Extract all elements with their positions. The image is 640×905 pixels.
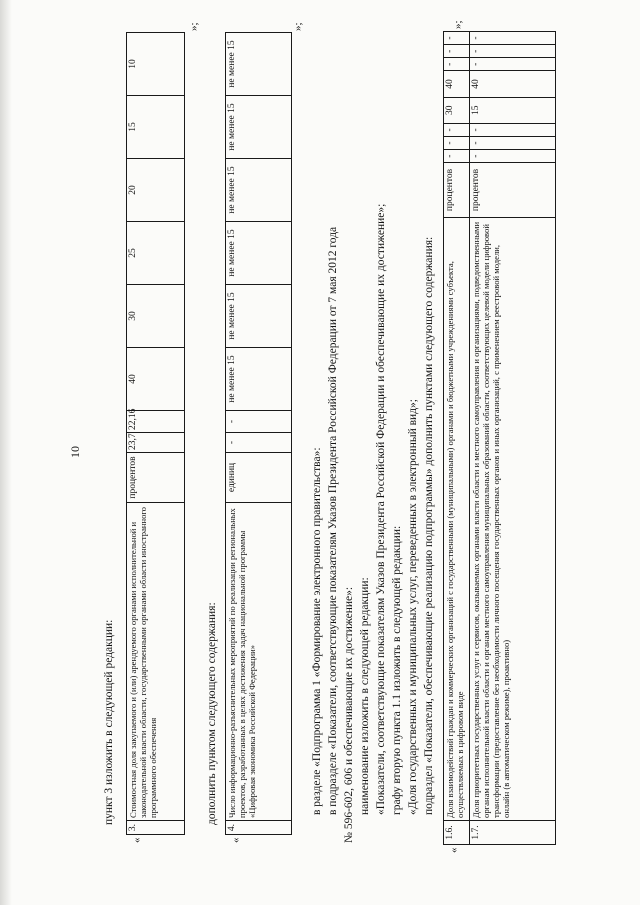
table1-close-quote: »; (188, 22, 200, 31)
value-cell: - (444, 136, 470, 149)
value-cell: не менее 15 (226, 96, 292, 159)
paragraph: «Показатели, соответствующие показателям Указов Президента Российской Федерации и обеспечивающие их достижение»; (375, 203, 387, 815)
table2-open-quote: « (230, 837, 242, 843)
unit-cell: процентов (127, 453, 185, 503)
value-cell: - (444, 32, 470, 45)
value-cell: 40 (444, 71, 470, 97)
table1-row (127, 33, 185, 835)
value-cell: 40 (470, 71, 556, 97)
value-cell: - (444, 150, 470, 163)
table3 (443, 31, 556, 845)
value-cell: - (470, 58, 556, 71)
row-number: 1.6. (444, 820, 470, 844)
indicator-name: Число информационно-разъяснительных мероприятий по реализации региональных проектов, разработанных в целях достижения задач национальной программы «Цифровая экономика Российской Федерации» (226, 503, 292, 821)
indicator-name: Стоимостная доля закупаемого и (или) арендуемого органами исполнительной и законодательной власти области, государственными органами области иностранного программного обеспечения (127, 503, 185, 821)
value-cell: не менее 15 (226, 348, 292, 411)
value-cell: - (470, 45, 556, 58)
value-cell: - (470, 32, 556, 45)
value-cell: не менее 15 (226, 222, 292, 285)
value-cell: 20 (127, 159, 185, 222)
value-cell: 15 (127, 96, 185, 159)
paragraph: графу вторую пункта 1.1 изложить в следующей редакции: (391, 525, 403, 815)
unit-cell: процентов (444, 163, 470, 218)
table3-close-quote: »; (452, 20, 464, 29)
value-cell: - (226, 433, 292, 453)
paragraph: «Доля государственных и муниципальных услуг, переведенных в электронный вид»; (407, 398, 419, 815)
value-cell: 40 (127, 348, 185, 411)
table2-row (226, 33, 292, 835)
value-cell: - (470, 123, 556, 136)
paragraph: в подразделе «Показатели, соответствующие показателям Указов Президента Российской Федерации от 7 мая 2012 года (327, 226, 339, 815)
table2 (225, 32, 292, 835)
paragraph: наименование изложить в следующей редакции: (359, 577, 371, 815)
value-cell: - (444, 58, 470, 71)
value-cell: - (226, 411, 292, 433)
value-cell: 15 (470, 97, 556, 123)
paragraph: № 596-602, 606 и обеспечивающие их достижение»: (343, 586, 355, 843)
value-cell: 30 (444, 97, 470, 123)
supplement-line: дополнить пунктом следующего содержания: (206, 602, 218, 825)
unit-cell: процентов (470, 163, 556, 218)
value-cell: 23,7 (127, 433, 185, 453)
table1 (126, 32, 185, 835)
paragraph: подраздел «Показатели, обеспечивающие реализацию подпрограммы» дополнить пунктами следующего содержания: (423, 236, 435, 815)
unit-cell: единиц (226, 453, 292, 503)
row-number: 4. (226, 821, 292, 835)
table-row (470, 32, 556, 845)
value-cell: - (444, 123, 470, 136)
row-number: 3. (127, 821, 185, 835)
table3-open-quote: « (448, 847, 460, 853)
table2-close-quote: »; (292, 22, 304, 31)
paragraph: в разделе «Подпрограмма 1 «Формирование электронного правительства»: (311, 447, 323, 815)
row-number: 1.7. (470, 820, 556, 844)
value-cell: не менее 15 (226, 159, 292, 222)
value-cell: 25 (127, 222, 185, 285)
page-number: 10 (68, 446, 82, 458)
value-cell: не менее 15 (226, 33, 292, 96)
value-cell: - (470, 136, 556, 149)
value-cell: не менее 15 (226, 285, 292, 348)
table1-open-quote: « (131, 837, 143, 843)
value-cell: - (444, 45, 470, 58)
indicator-name: Доля приоритетных государственных услуг и сервисов, оказываемых органами власти области и местного самоуправления и организациями, подведомственными органам исполнительной власти области и органам местного самоуправления муниципальных образований области, соответствующих целевой модели цифровой трансформации (предоставление без необходимости личного посещения государственных органов и иных организаций, с применением реестровой модели, онлайн (в автоматическом режиме), проактивно) (470, 217, 556, 820)
value-cell: 22,16 (127, 411, 185, 433)
intro-line: пункт 3 изложить в следующей редакции: (103, 619, 115, 825)
table-row (444, 32, 470, 845)
value-cell: 10 (127, 33, 185, 96)
value-cell: 30 (127, 285, 185, 348)
indicator-name: Доля взаимодействий граждан и коммерческих организаций с государственными (муниципальными) органами и бюджетными учреждениями субъекта, осуществляемых в цифровом виде (444, 217, 470, 820)
value-cell: - (470, 150, 556, 163)
